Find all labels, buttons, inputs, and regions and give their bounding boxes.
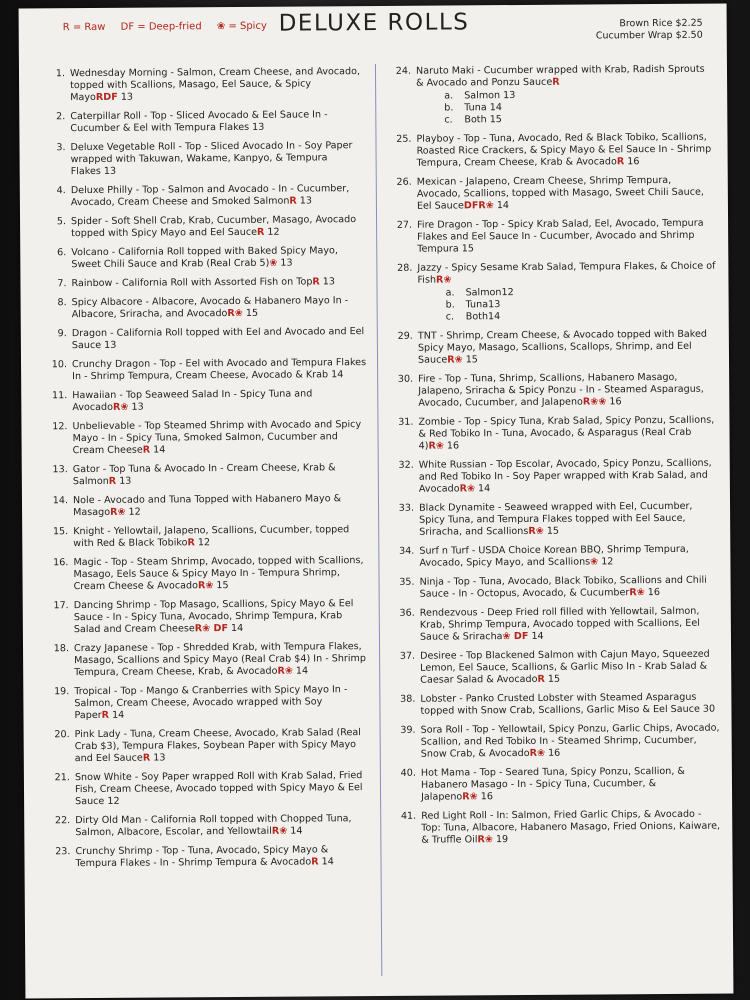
item-price: 14 (231, 622, 244, 635)
item-price: 14 (112, 709, 125, 721)
item-text: Rendezvous - Deep Fried roll filled with Yellowtail, Salmon, Krab, Shrimp Tempura, Avocado topped with Scallions, Eel Sauce & Sriracha (419, 605, 700, 643)
item-number: 28. (397, 262, 413, 274)
legend (63, 21, 279, 34)
item-number: 37. (399, 650, 416, 662)
item-options (446, 286, 717, 324)
menu-item (388, 458, 718, 496)
item-description (75, 844, 370, 870)
menu-item (387, 329, 717, 367)
item-text: Volcano - California Roll topped with Baked Spicy Mayo, Sweet Chili Sauce and Krab (Real Crab 5) (71, 245, 338, 271)
page-title: DELUXE ROLLS (278, 9, 470, 37)
item-description (72, 419, 367, 457)
item-tags: R (537, 673, 545, 685)
item-number: 25. (396, 133, 412, 145)
option-letter: c. (444, 114, 453, 126)
item-tags: R (101, 709, 110, 721)
item-text: Nole - Avocado and Tuna Topped with Habanero Mayo & Masago (72, 493, 342, 519)
item-description (421, 766, 720, 804)
item-price: 13 (322, 276, 336, 288)
item-description (75, 813, 370, 839)
item-text: Fire - Top - Tuna, Shrimp, Scallions, Habanero Masago, Jalapeno, Sriracha & Spicy Ponzu - In - Steamed Asparagus, Avocado, Cucumber, and Jalapeno (418, 371, 704, 409)
item-text: Caterpillar Roll - Top - Sliced Avocado & Eel Sauce In - Cucumber & Eel with Tempura Flakes (70, 109, 328, 135)
item-text: Spicy Albacore - Albacore, Avocado & Habanero Mayo In - Albacore, Sriracha, and Avocado (71, 295, 349, 321)
item-text: Black Dynamite - Seaweed wrapped with Eel, Cucumber, Spicy Tuna, and Tempura Flakes topped with Eel Sauce, Sriracha, and Scallions (419, 500, 693, 538)
menu-item (42, 493, 368, 519)
item-description (420, 575, 719, 601)
item-price: 15 (465, 354, 478, 366)
menu-item (40, 245, 366, 271)
item-description (420, 606, 719, 644)
menu-item (390, 766, 720, 804)
item-text: Dirty Old Man - California Roll topped with Chopped Tuna, Salmon, Albacore, Escolar, and Yellowtail (75, 813, 352, 839)
menu-item (387, 415, 717, 453)
option-label: Salmon 13 (464, 90, 516, 102)
item-tags: ❀ DF (502, 630, 529, 643)
item-tags: RDF (95, 91, 118, 103)
column-divider (375, 64, 382, 976)
item-tags: R❀ (477, 834, 493, 846)
item-text: Surf n Turf - USDA Choice Korean BBQ, Shrimp Tempura, Avocado, Spicy Mayo, and Scallions (419, 543, 689, 569)
item-tags: R (552, 76, 560, 88)
item-tags: R❀ (271, 825, 288, 837)
item-description (75, 770, 370, 808)
item-number: 9. (57, 328, 67, 340)
menu-item (39, 140, 365, 178)
item-price: 14 (290, 825, 303, 837)
item-description (419, 501, 718, 539)
item-tags: R (187, 537, 195, 549)
extra-brown-rice: Brown Rice $2.25 (619, 17, 703, 30)
item-tags: R (108, 475, 117, 487)
menu-item (40, 276, 366, 290)
menu-item (386, 175, 716, 213)
item-text: Spider - Soft Shell Crab, Krab, Cucumber, Masago, Avocado topped with Spicy Mayo and Eel Sauce (71, 214, 357, 240)
menu-item (39, 66, 365, 104)
item-text: Crazy Japanese - Top - Shredded Krab, with Tempura Flakes, Masago, Scallions and Spicy Mayo (Real Crab $4) In - Shrimp Tempura, Cream Cheese, Krab, & Avocado (73, 641, 366, 679)
item-price: 14 (531, 630, 544, 642)
item-description (72, 326, 367, 352)
item-description (74, 598, 369, 636)
item-price: 15 (245, 307, 259, 319)
menu-page (19, 4, 734, 999)
item-description (416, 64, 715, 127)
item-description (418, 415, 717, 453)
item-number: 31. (398, 416, 414, 428)
item-price: 13 (280, 257, 293, 269)
item-price: 13 (103, 165, 117, 177)
option-label: Tuna13 (465, 299, 501, 311)
item-tags: ❀ (590, 556, 599, 568)
item-tags: R❀ (435, 274, 452, 286)
menu-item (43, 641, 369, 679)
item-price: 15 (546, 525, 560, 537)
item-tags: DFR❀ (463, 200, 494, 212)
item-text: Jazzy - Spicy Sesame Krab Salad, Tempura Flakes, & Choice of Fish (417, 260, 716, 286)
item-number: 32. (398, 459, 414, 471)
item-description (417, 261, 716, 324)
item-price: 16 (548, 747, 561, 759)
item-text: Hot Mama - Top - Seared Tuna, Spicy Ponzu, Scallion, & Habanero Masago - In - Spicy Tuna, Cucumber, & Jalapeno (420, 765, 685, 803)
item-price: 16 (446, 440, 460, 452)
item-description (420, 649, 719, 687)
item-price: 14 (153, 444, 166, 456)
item-description (418, 329, 717, 367)
menu-item (389, 649, 719, 687)
item-number: 12. (52, 421, 68, 433)
item-tags: R❀ (528, 525, 544, 537)
menu-column-left (39, 66, 371, 877)
item-text: Ninja - Top - Tuna, Avocado, Black Tobiko, Scallions and Chili Sauce - In - Octopus, Avocado, & Cucumber (419, 574, 707, 600)
item-description (70, 109, 365, 135)
item-description (73, 462, 368, 488)
item-price: 19 (495, 834, 509, 846)
item-description (73, 555, 368, 593)
item-description (70, 140, 365, 178)
item-tags: R (616, 156, 625, 168)
item-price: 16 (647, 587, 661, 599)
menu-item (40, 214, 366, 240)
item-number: 3. (56, 142, 66, 154)
menu-item (41, 419, 367, 457)
item-number: 21. (54, 772, 70, 784)
item-price: 14 (496, 200, 510, 212)
item-number: 26. (396, 176, 412, 188)
item-description (71, 183, 366, 209)
item-description (74, 641, 369, 679)
item-text: Red Light Roll - In: Salmon, Fried Garlic Chips, & Avocado - Top: Tuna, Albacore, Habanero Masago, Fried Onions, Kaiware, & Truffle Oil (421, 808, 721, 846)
menu-item (390, 723, 720, 761)
item-price: 30 (702, 703, 716, 715)
item-tags: R❀ (447, 354, 463, 366)
item-tags: R (256, 226, 265, 238)
extras (596, 18, 703, 43)
item-description (73, 493, 368, 519)
item-number: 8. (57, 297, 67, 309)
item-tags: R❀ (277, 665, 293, 677)
item-description (417, 175, 716, 213)
menu-item (44, 770, 370, 808)
menu-item (44, 813, 370, 839)
item-tags: R❀ DF (194, 623, 229, 635)
item-text: Dancing Shrimp - Top Masago, Scallions, Spicy Mayo & Eel Sauce - In - Spicy Tuna, Avocado, Shrimp Tempura, Krab Salad and Cream Cheese (73, 598, 354, 636)
item-description (71, 276, 366, 290)
item-number: 33. (398, 502, 415, 514)
item-option (444, 113, 715, 127)
item-number: 13. (52, 464, 68, 476)
item-description (416, 132, 715, 170)
item-number: 6. (57, 247, 67, 259)
menu-item (390, 809, 720, 847)
item-number: 35. (399, 576, 415, 588)
item-text: Crunchy Shrimp - Top - Tuna, Avocado, Spicy Mayo & Tempura Flakes - In - Shrimp Tempura & Avocado (75, 844, 329, 870)
item-number: 16. (53, 557, 69, 569)
item-price: 15 (547, 673, 561, 685)
item-description (420, 692, 719, 718)
item-text: Crunchy Dragon - Top - Eel with Avocado and Tempura Flakes In - Shrimp Tempura, Cream Cheese, Avocado & Krab (72, 357, 367, 383)
item-number: 20. (54, 729, 70, 741)
menu-item (385, 132, 715, 170)
item-text: Knight - Yellowtail, Jalapeno, Scallions, Cucumber, topped with Red & Black Tobiko (73, 524, 350, 550)
item-tags: R❀ (629, 587, 645, 599)
item-price: 12 (107, 795, 120, 807)
item-number: 30. (397, 373, 414, 385)
menu-item (388, 501, 718, 539)
item-description (74, 684, 369, 722)
item-text: Desiree - Top Blackened Salmon with Cajun Mayo, Squeezed Lemon, Eel Sauce, Scallions, & Garlic Miso In - Krab Salad & Caesar Salad & Avocado (420, 648, 710, 686)
item-price: 14 (477, 483, 491, 495)
menu-item (42, 462, 368, 488)
option-label: Tuna 14 (464, 102, 502, 114)
item-text: Zombie - Top - Spicy Tuna, Krab Salad, Spicy Ponzu, Scallions, & Red Tobiko In - Tuna, Avocado, & Asparagus (Real Crab 4) (418, 414, 715, 452)
item-text: Pink Lady - Tuna, Cream Cheese, Avocado, Krab Salad (Real Crab $3), Tempura Flakes, Soybean Paper with Spicy Mayo and Eel Sauce (74, 727, 361, 765)
option-label: Both 15 (464, 114, 502, 126)
item-number: 41. (400, 810, 417, 822)
item-number: 27. (396, 219, 413, 231)
item-number: 38. (400, 693, 416, 705)
item-text: Sora Roll - Top - Yellowtail, Spicy Ponzu, Garlic Chips, Avocado, Scallion, and Red Tobiko In - Steamed Shrimp, Cucumber, Snow Crab, & Avocado (420, 722, 720, 760)
item-tags: R (311, 856, 319, 868)
item-price: 16 (480, 791, 493, 803)
item-description (72, 357, 367, 383)
item-description (72, 295, 367, 321)
menu-item (39, 109, 365, 135)
menu-item (42, 555, 368, 593)
menu-item (387, 372, 717, 410)
menu-item (41, 388, 367, 414)
item-tags: R❀ (197, 580, 214, 592)
option-letter: c. (445, 311, 455, 323)
item-price: 13 (120, 91, 134, 103)
item-number: 14. (52, 495, 69, 507)
item-description (71, 245, 366, 271)
menu-item (388, 544, 718, 570)
item-text: Playboy - Top - Tuna, Avocado, Red & Black Tobiko, Scallions, Roasted Rice Crackers, & Spicy Mayo & Eel Sauce In - Shrimp Tempura, Cream Cheese, Krab & Avocado (416, 131, 712, 169)
item-tags: R❀ (529, 747, 546, 759)
item-description (73, 524, 368, 550)
item-price: 12 (197, 537, 211, 549)
legend-spicy: ❀ = Spicy (216, 20, 267, 33)
item-price: 12 (128, 506, 141, 518)
item-tags: R (142, 752, 151, 764)
item-number: 1. (55, 68, 66, 80)
item-text: Deluxe Philly - Top - Salmon and Avocado - In - Cucumber, Avocado, Cream Cheese and Smoked Salmon (70, 183, 350, 209)
item-description (70, 66, 365, 104)
item-tags: R❀ (428, 440, 444, 452)
item-price: 13 (131, 401, 144, 413)
item-number: 23. (55, 846, 71, 858)
menu-item (44, 727, 370, 765)
item-price: 14 (331, 369, 344, 381)
option-label: Both14 (465, 311, 501, 323)
item-description (419, 458, 718, 496)
item-price: 16 (609, 396, 622, 408)
item-price: 13 (299, 195, 313, 207)
item-number: 39. (400, 724, 416, 736)
item-price: 14 (321, 856, 334, 868)
item-text: Magic - Top - Steam Shrimp, Avocado, topped with Scallions, Masago, Eels Sauce & Spicy Mayo In - Tempura Shrimp, Cream Cheese & Avocado (73, 555, 364, 593)
item-number: 15. (52, 526, 69, 538)
item-text: Dragon - California Roll topped with Eel and Avocado and Eel Sauce (71, 326, 365, 352)
item-tags: R❀ (462, 791, 478, 803)
item-text: Mexican - Jalapeno, Cream Cheese, Shrimp Tempura, Avocado, Scallions, topped with Masago, Sweet Chili Sauce, Eel Sauce (416, 174, 704, 212)
option-letter: a. (445, 287, 455, 299)
item-number: 29. (397, 330, 413, 342)
item-description (75, 727, 370, 765)
item-number: 7. (57, 278, 67, 290)
menu-item (41, 357, 367, 383)
item-text: Unbelievable - Top Steamed Shrimp with Avocado and Spicy Mayo - In - Spicy Tuna, Smoked Salmon, Cucumber and Cream Cheese (72, 419, 362, 457)
item-tags: R❀ (227, 307, 243, 320)
item-text: Gator - Top Tuna & Avocado In - Cream Cheese, Krab & Salmon (72, 462, 336, 488)
item-number: 24. (395, 65, 412, 77)
legend-deep-fried: DF = Deep-fried (120, 21, 202, 33)
item-number: 18. (53, 643, 70, 655)
item-number: 34. (399, 545, 415, 557)
item-description (418, 372, 717, 410)
item-text: Fire Dragon - Top - Spicy Krab Salad, Eel, Avocado, Tempura Flakes and Eel Sauce In - Cucumber, Avocado and Shrimp Tempura (417, 217, 704, 255)
item-text: Naruto Maki - Cucumber wrapped with Krab, Radish Sprouts & Avocado and Ponzu Sauce (415, 63, 705, 89)
menu-item (41, 326, 367, 352)
item-price: 14 (295, 665, 309, 677)
item-text: Tropical - Top - Mango & Cranberries with Spicy Mayo In - Salmon, Cream Cheese, Avocado wrapped with Soy Paper (74, 684, 348, 722)
item-text: Lobster - Panko Crusted Lobster with Steamed Asparagus topped with Snow Crab, Scallions, Garlic Miso & Eel Sauce (420, 691, 700, 717)
item-tags: R (289, 195, 297, 207)
item-text: Rainbow - California Roll with Assorted Fish on Top (71, 276, 313, 290)
menu-item (41, 295, 367, 321)
item-price: 13 (119, 475, 132, 487)
menu-item (40, 183, 366, 209)
item-price: 13 (252, 121, 265, 133)
menu-item (43, 684, 369, 722)
item-price: 12 (601, 556, 614, 568)
option-letter: a. (444, 90, 454, 102)
item-description (71, 214, 366, 240)
item-price: 13 (153, 752, 166, 764)
menu-item (389, 692, 719, 718)
item-tags: R❀ (110, 506, 126, 518)
item-description (419, 544, 718, 570)
extra-cucumber-wrap: Cucumber Wrap $2.50 (595, 29, 703, 42)
item-number: 40. (400, 767, 416, 779)
option-letter: b. (444, 102, 454, 114)
menu-item (389, 606, 719, 644)
item-description (417, 218, 716, 256)
menu-column-right (385, 64, 720, 854)
item-tags: R❀ (112, 401, 129, 413)
item-options (444, 89, 715, 127)
menu-item (389, 575, 719, 601)
menu-item (42, 524, 368, 550)
item-price: 12 (267, 226, 280, 238)
menu-item (386, 261, 716, 324)
menu-item (44, 844, 370, 870)
item-tags: R (142, 444, 151, 456)
item-text: TNT - Shrimp, Cream Cheese, & Avocado topped with Baked Spicy Mayo, Masago, Scallions, Scallops, Shrimp, and Eel Sauce (417, 328, 708, 366)
item-option (446, 310, 717, 324)
item-number: 11. (51, 390, 68, 402)
item-description (72, 388, 367, 414)
item-tags: R (312, 276, 320, 288)
item-number: 19. (54, 686, 70, 698)
item-tags: R❀❀ (582, 396, 607, 408)
option-label: Salmon12 (465, 287, 514, 299)
item-text: White Russian - Top Escolar, Avocado, Spicy Ponzu, Scallions, and Red Tobiko In - Soy Paper wrapped with Krab Salad, and Avocado (418, 457, 712, 495)
item-description (421, 723, 720, 761)
item-number: 17. (53, 600, 69, 612)
legend-raw: R = Raw (62, 21, 106, 34)
item-text: Snow White - Soy Paper wrapped Roll with Krab Salad, Fried Fish, Cream Cheese, Avocado topped with Spicy Mayo & Eel Sauce (74, 770, 363, 808)
item-text: Deluxe Vegetable Roll - Top - Sliced Avocado In - Soy Paper wrapped with Takuwan, Wakame, Kanpyo, & Tempura Flakes (70, 140, 353, 178)
item-number: 10. (51, 359, 68, 371)
item-price: 13 (104, 339, 117, 351)
item-price: 15 (461, 243, 474, 255)
item-tags: ❀ (269, 257, 278, 269)
item-number: 4. (56, 185, 66, 197)
item-price: 15 (216, 580, 229, 592)
item-number: 22. (54, 815, 71, 827)
item-number: 5. (56, 216, 67, 228)
item-tags: R❀ (459, 483, 476, 495)
menu-item (43, 598, 369, 636)
menu-item (386, 218, 716, 256)
menu-item (385, 64, 715, 127)
item-number: 2. (56, 111, 66, 123)
option-letter: b. (445, 299, 455, 311)
item-text: Hawaiian - Top Seaweed Salad In - Spicy Tuna and Avocado (72, 388, 313, 414)
item-description (421, 809, 720, 847)
item-number: 36. (399, 607, 415, 619)
item-text: Wednesday Morning - Salmon, Cream Cheese, and Avocado, topped with Scallions, Masago, Eel Sauce, & Spicy Mayo (69, 66, 361, 104)
item-price: 16 (627, 156, 640, 168)
